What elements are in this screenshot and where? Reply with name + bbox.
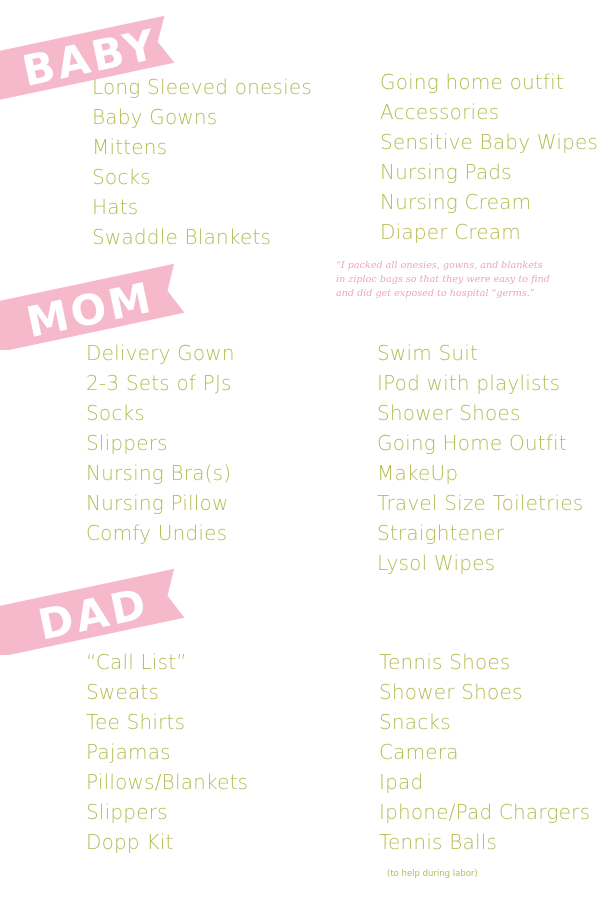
list-item: Long Sleeved onesies (92, 75, 313, 99)
baby-left-list (92, 72, 312, 252)
list-item: Tee Shirts (86, 710, 186, 734)
list-item: Baby Gowns (92, 105, 218, 129)
list-item: Tennis Balls (379, 830, 498, 854)
mom-right-list (377, 338, 583, 578)
list-item: Diaper Cream (380, 220, 521, 244)
list-item: Iphone/Pad Chargers (379, 800, 591, 824)
list-item: Pillows/Blankets (86, 770, 249, 794)
list-item: Tennis Shoes (379, 650, 511, 674)
list-item: 2-3 Sets of PJs (86, 371, 232, 395)
list-item: Accessories (380, 100, 500, 124)
list-item: Travel Size Toiletries (377, 491, 584, 515)
list-item: Snacks (379, 710, 451, 734)
list-item: Sweats (86, 680, 160, 704)
list-item: Hats (92, 195, 139, 219)
list-item: Straightener (377, 521, 504, 545)
list-item: MakeUp (377, 461, 459, 485)
list-item: Socks (92, 165, 151, 189)
list-item: Delivery Gown (86, 341, 235, 365)
list-item: Dopp Kit (86, 830, 174, 854)
list-item: Pajamas (86, 740, 171, 764)
dad-left-list (86, 647, 248, 857)
mom-banner (0, 250, 200, 350)
list-item: Going Home Outfit (377, 431, 567, 455)
list-item: Swim Suit (377, 341, 479, 365)
list-item: Slippers (86, 800, 168, 824)
list-item: Camera (379, 740, 459, 764)
baby-right-list (380, 67, 598, 247)
dad-banner (0, 555, 200, 655)
list-item: “Call List” (86, 650, 187, 674)
list-item: Going home outfit (380, 70, 564, 94)
list-item: Sensitive Baby Wipes (380, 130, 599, 154)
list-item: Slippers (86, 431, 168, 455)
packing-note (336, 259, 598, 301)
note-line: in ziploc bags so that they were easy to find (336, 274, 550, 285)
note-line: and did get exposed to hospital “germs.” (336, 288, 535, 299)
tennis-balls-note: (to help during labor) (387, 869, 478, 879)
list-item: Nursing Cream (380, 190, 532, 214)
list-item: Lysol Wipes (377, 551, 496, 575)
list-item: Nursing Bra(s) (86, 461, 232, 485)
mom-banner-label: MOM (22, 272, 158, 348)
list-item: Mittens (92, 135, 168, 159)
baby-banner-label: BABY (17, 19, 162, 96)
list-item: Nursing Pads (380, 160, 512, 184)
list-item: Swaddle Blankets (92, 225, 272, 249)
list-item: Socks (86, 401, 145, 425)
note-line: “I packed all onesies, gowns, and blankets (336, 260, 543, 271)
dad-banner-label: DAD (33, 578, 153, 650)
list-item: Shower Shoes (377, 401, 521, 425)
list-item: Comfy Undies (86, 521, 228, 545)
list-item: Ipad (379, 770, 424, 794)
list-item: Nursing Pillow (86, 491, 229, 515)
mom-left-list (86, 338, 235, 548)
dad-right-list (379, 647, 590, 857)
list-item: IPod with playlists (377, 371, 561, 395)
list-item: Shower Shoes (379, 680, 523, 704)
